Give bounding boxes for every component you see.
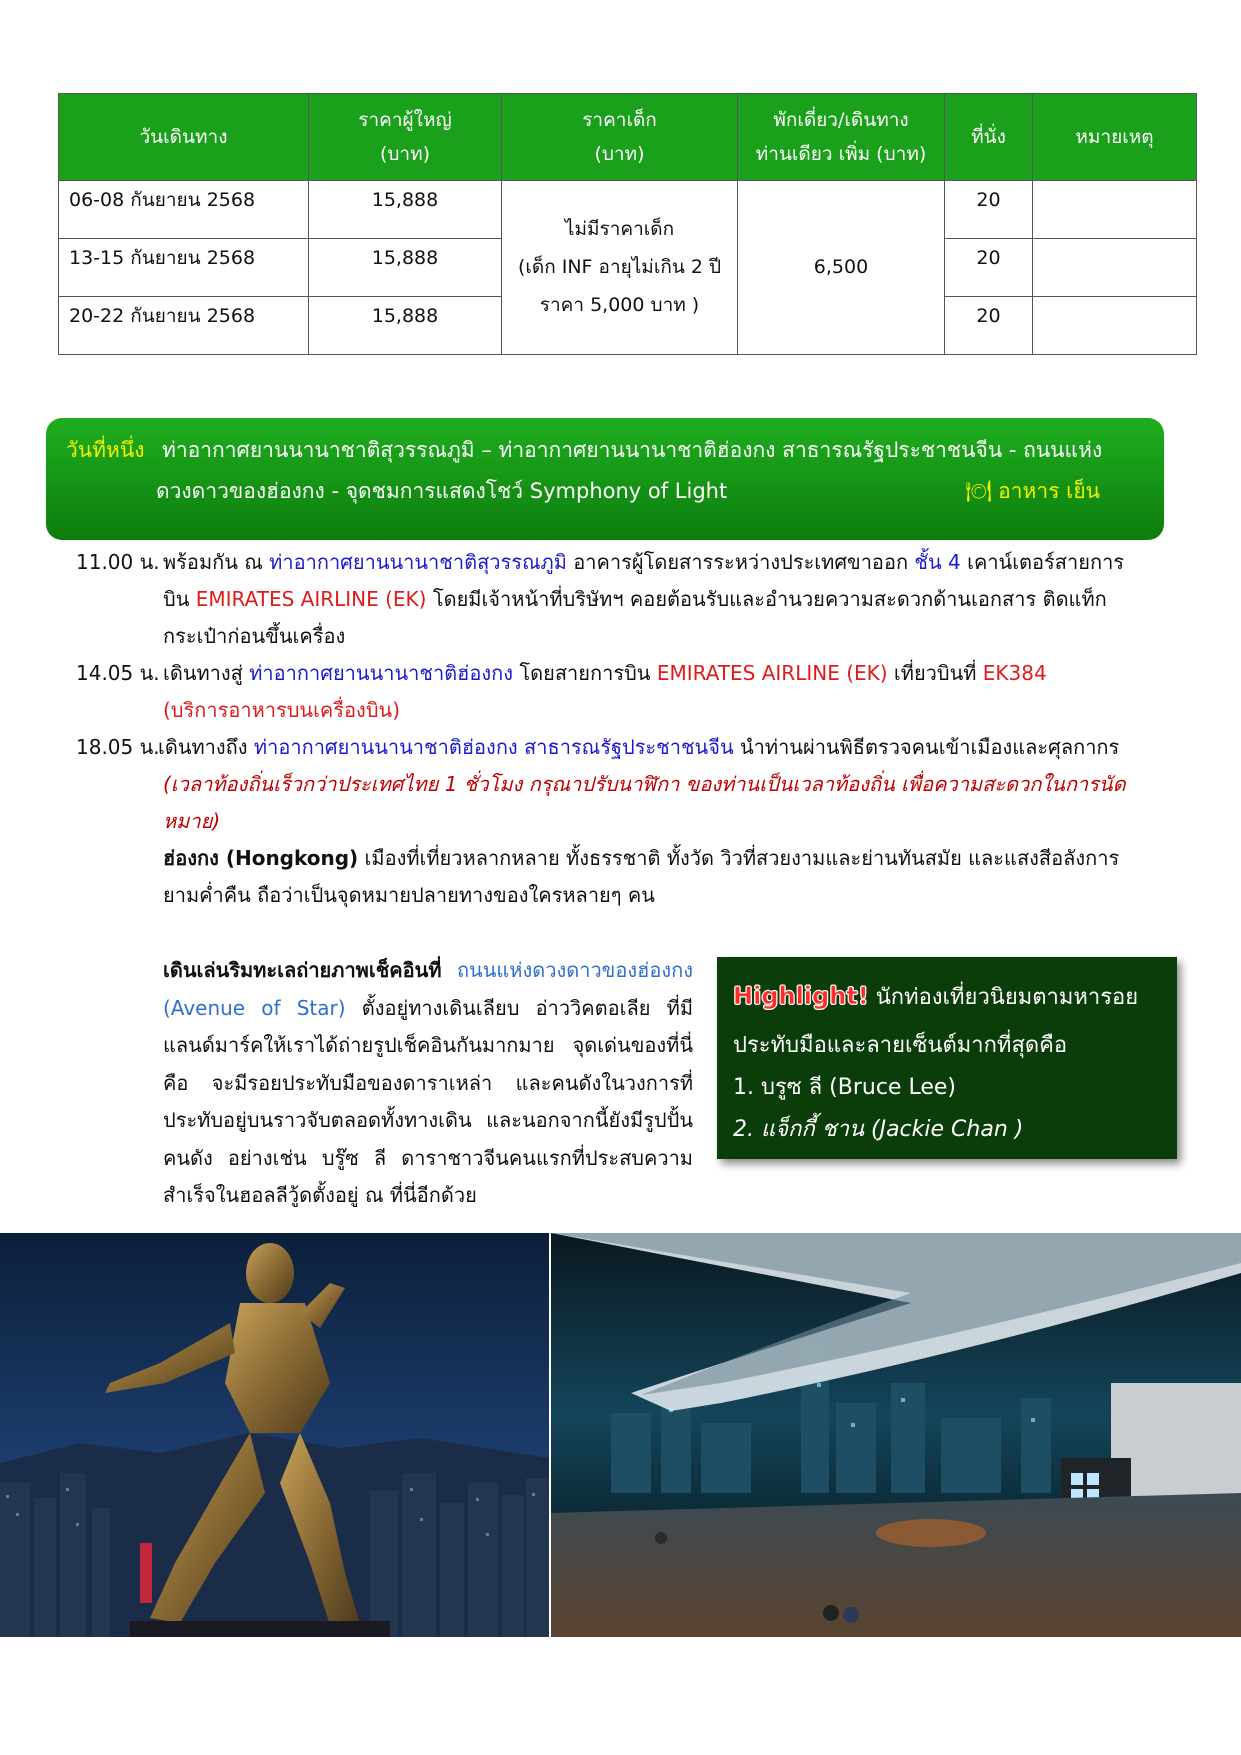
avenue-of-stars-image <box>551 1233 1241 1637</box>
header-child-price: ราคาเด็ก (บาท) <box>502 94 738 181</box>
table-row <box>59 181 1197 239</box>
day-banner <box>46 418 1164 540</box>
departure-date: 20-22 กันยายน 2568 <box>59 297 309 355</box>
timezone-note: หมาย) <box>163 809 221 833</box>
table-header-row <box>59 94 1197 181</box>
itinerary-text <box>163 581 1168 618</box>
highlight-line <box>733 979 1138 1014</box>
itinerary-text <box>158 729 1163 766</box>
text: พร้อมกัน ณ <box>163 550 270 574</box>
inflight-meal-note: (บริการอาหารบนเครื่องบิน) <box>163 698 400 722</box>
adult-price: 15,888 <box>309 297 502 355</box>
text: เดินทางถึง <box>158 735 254 759</box>
highlight-box <box>717 957 1177 1159</box>
note <box>1033 181 1197 239</box>
price-table <box>58 93 1197 355</box>
header-single-supplement: พักเดี่ยว/เดินทาง ท่านเดียว เพิ่ม (บาท) <box>738 94 945 181</box>
day-label: วันที่หนึ่ง <box>66 438 145 462</box>
hongkong-intro <box>163 840 1168 877</box>
airline-name: EMIRATES AIRLINE (EK) <box>195 587 427 611</box>
text: เดินทางสู่ <box>163 661 250 685</box>
meal-label: อาหาร เย็น <box>998 479 1100 503</box>
text: นักท่องเที่ยวนิยมตามหารอย <box>868 985 1139 1010</box>
itinerary-time: 14.05 น. <box>76 661 160 685</box>
header-seats: ที่นั่ง <box>945 94 1033 181</box>
text: โดยสายการบิน <box>513 661 657 685</box>
flight-number: EK384 <box>982 661 1047 685</box>
departure-date: 13-15 กันยายน 2568 <box>59 239 309 297</box>
feature-text: ตั้งอยู่ทางเดินเลียบ อ่าววิคตอเลีย ที่มีแลนด์มาร์คให้เราได้ถ่ายรูปเช็คอินกันมากมาย จุดเด่นของที่นี่คือ จะมีรอยประทับมือของดาราเหล่า และคนดังในวงการที่ประทับอยู่บนราวจับตลอดทั้งทางเดิน และนอกจากนี้ยังมีรูปปั้นคนดัง อย่างเช่น บรู๊ซ ลี ดาราชาวจีนคนแรกที่ประสบความสำเร็จในฮอลลีวู้ดตั้งอยู่ ณ ที่นี่อีกด้วย <box>163 995 694 1207</box>
highlight-line: ประทับมือและลายเซ็นต์มากที่สุดคือ <box>733 1033 1068 1058</box>
text: เมืองที่เที่ยวหลากหลาย ทั้งธรรชาติ ทั้งวัด วิวที่สวยงามและย่านทันสมัย และแสงสีอลังการ <box>358 846 1120 870</box>
itinerary-text <box>163 655 1168 692</box>
single-supplement: 6,500 <box>738 181 945 355</box>
child-price-line: ราคา 5,000 บาท ) <box>539 294 700 316</box>
highlight-item: 1. บรูซ ลี (Bruce Lee) <box>733 1075 956 1100</box>
text: เที่ยวบินที่ <box>887 661 983 685</box>
highlight-tag: Highlight! <box>733 982 869 1010</box>
text: อาคารผู้โดยสารระหว่างประเทศขาออก <box>566 550 915 574</box>
text: เคาน์เตอร์สายการ <box>960 550 1125 574</box>
itinerary-text <box>163 544 1168 581</box>
itinerary-text: กระเป๋าก่อนขึ้นเครื่อง <box>163 624 346 648</box>
child-price-line: ไม่มีราคาเด็ก <box>564 218 675 240</box>
child-price-cell <box>502 181 738 355</box>
floor: ชั้น 4 <box>914 550 961 574</box>
text: บิน <box>163 587 196 611</box>
text: โดยมีเจ้าหน้าที่บริษัทฯ คอยต้อนรับและอำนวยความสะดวกด้านเอกสาร ติดแท็ก <box>426 587 1107 611</box>
banner-route-line1: ท่าอากาศยานนานาชาติสุวรรณภูมิ – ท่าอากาศยานนานาชาติฮ่องกง สาธารณรัฐประชาชนจีน - ถนนแห่ง <box>162 438 1103 462</box>
note <box>1033 297 1197 355</box>
timezone-note: (เวลาท้องถิ่นเร็วกว่าประเทศไทย 1 ชั่วโมง กรุณาปรับนาฬิกา ของท่านเป็นเวลาท้องถิ่น เพื่อความสะดวกในการนัด <box>163 772 1126 796</box>
airport-name: ท่าอากาศยานนานาชาติฮ่องกง สาธารณรัฐประชาชนจีน <box>253 735 734 759</box>
banner-route-line2: ดวงดาวของฮ่องกง - จุดชมการแสดงโชว์ Symphony of Light <box>156 479 728 503</box>
adult-price: 15,888 <box>309 181 502 239</box>
bruce-lee-statue-image <box>0 1233 549 1637</box>
feature-title: เดินเล่นริมทะเลถ่ายภาพเช็คอินที่ <box>163 958 442 982</box>
seats: 20 <box>945 297 1033 355</box>
departure-date: 06-08 กันยายน 2568 <box>59 181 309 239</box>
header-date: วันเดินทาง <box>59 94 309 181</box>
avenue-of-stars-paragraph <box>163 952 693 1215</box>
header-note: หมายเหตุ <box>1033 94 1197 181</box>
seats: 20 <box>945 181 1033 239</box>
airport-name: ท่าอากาศยานนานาชาติฮ่องกง <box>249 661 514 685</box>
meal-info <box>965 475 1100 508</box>
adult-price: 15,888 <box>309 239 502 297</box>
avenue-of-stars-photo <box>551 1233 1241 1637</box>
note <box>1033 239 1197 297</box>
itinerary-time: 11.00 น. <box>76 550 160 574</box>
seats: 20 <box>945 239 1033 297</box>
place-name: ถนนแห่งดวงดาวของฮ่องกง (Avenue of Star) <box>163 958 693 1020</box>
airport-name: ท่าอากาศยานนานาชาติสุวรรณภูมิ <box>269 550 567 574</box>
bruce-lee-statue-photo <box>0 1233 549 1637</box>
hongkong-title: ฮ่องกง (Hongkong) <box>163 846 359 870</box>
meal-icon: 🍽 <box>965 479 993 503</box>
hongkong-intro: ยามค่ำคืน ถือว่าเป็นจุดหมายปลายทางของใครหลายๆ คน <box>163 883 655 907</box>
text: นำท่านผ่านพิธีตรวจคนเข้าเมืองและศุลกากร <box>733 735 1120 759</box>
child-price-line: (เด็ก INF อายุไม่เกิน 2 ปี <box>517 256 722 278</box>
itinerary-time: 18.05 น. <box>76 735 160 759</box>
highlight-item: 2. แจ็กกี้ ชาน (Jackie Chan ) <box>733 1117 1024 1142</box>
header-adult-price: ราคาผู้ใหญ่ (บาท) <box>309 94 502 181</box>
airline-name: EMIRATES AIRLINE (EK) <box>656 661 888 685</box>
